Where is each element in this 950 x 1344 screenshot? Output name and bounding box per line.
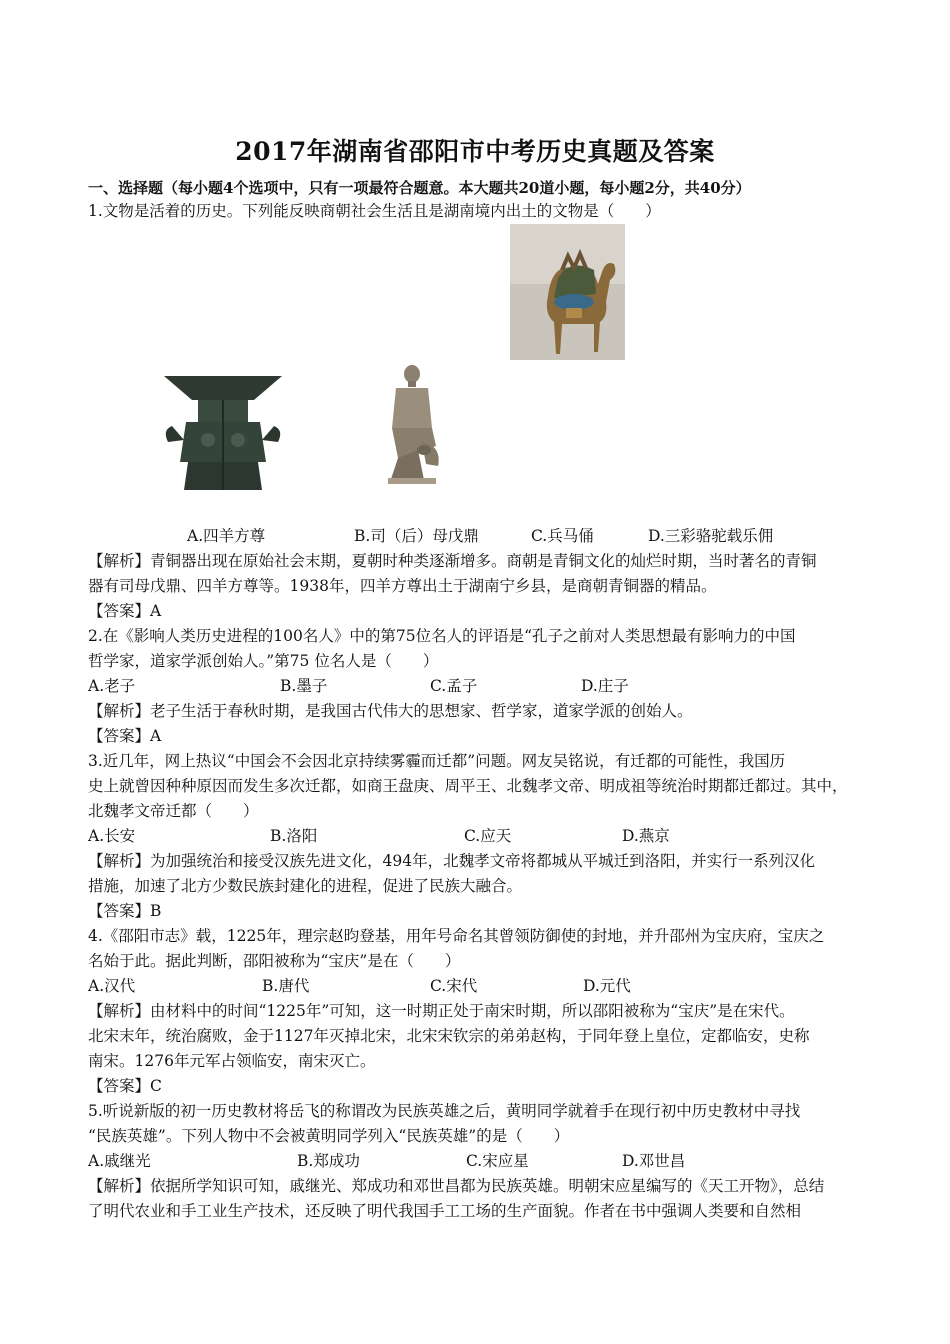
q4-stem-line-1: 4.《邵阳市志》载，1225年，理宗赵昀登基，用年号命名其曾领防御使的封地，并升邵州为宝庆府，宝庆之	[88, 927, 825, 945]
q4-answer: 【答案】C	[88, 1077, 162, 1095]
q5-option-a: A.戚继光	[88, 1152, 151, 1170]
q2-analysis-line-1: 【解析】老子生活于春秋时期，是我国古代伟大的思想家、哲学家，道家学派的创始人。	[88, 702, 693, 720]
q3-option-b: B.洛阳	[270, 827, 318, 845]
q3-answer: 【答案】B	[88, 902, 162, 920]
camel-figurine-image	[510, 224, 625, 360]
four-ram-square-zun-image	[158, 370, 288, 495]
q3-analysis-line-2: 措施，加速了北方少数民族封建化的进程，促进了民族大融合。	[88, 877, 523, 895]
q3-option-a: A.长安	[88, 827, 136, 845]
q2-option-c: C.孟子	[430, 677, 478, 695]
q4-option-b: B.唐代	[262, 977, 310, 995]
q4-analysis-line-3: 南宋。1276年元军占领临安，南宋灭亡。	[88, 1052, 376, 1070]
q1-option-b: B.司（后）母戊鼎	[354, 527, 479, 545]
q1-analysis-line-2: 器有司母戊鼎、四羊方尊等。1938年，四羊方尊出土于湖南宁乡县，是商朝青铜器的精品。	[88, 577, 717, 595]
q5-stem-line-2: “民族英雄”。下列人物中不会被黄明同学列入“民族英雄”的是（ ）	[88, 1127, 570, 1145]
page-title: 2017年湖南省邵阳市中考历史真题及答案	[235, 137, 715, 166]
q1-answer: 【答案】A	[88, 602, 162, 620]
q3-option-c: C.应天	[464, 827, 512, 845]
q3-option-d: D.燕京	[622, 827, 670, 845]
q5-option-c: C.宋应星	[466, 1152, 529, 1170]
q4-analysis-line-1: 【解析】由材料中的时间“1225年”可知，这一时期正处于南宋时期，所以邵阳被称为“宝庆”是在宋代。	[88, 1002, 795, 1020]
q5-analysis-line-1: 【解析】依据所学知识可知，戚继光、郑成功和邓世昌都为民族英雄。明朝宋应星编写的《天工开物》，总结	[88, 1177, 825, 1195]
q1-analysis-line-1: 【解析】青铜器出现在原始社会末期，夏朝时种类逐渐增多。商朝是青铜文化的灿烂时期，当时著名的青铜	[88, 552, 817, 570]
q5-stem-line-1: 5.听说新版的初一历史教材将岳飞的称谓改为民族英雄之后，黄明同学就着手在现行初中历史教材中寻找	[88, 1102, 801, 1120]
q3-analysis-line-1: 【解析】为加强统治和接受汉族先进文化，494年，北魏孝文帝将都城从平城迁到洛阳，并实行一系列汉化	[88, 852, 816, 870]
q5-analysis-line-2: 了明代农业和手工业生产技术，还反映了明代我国手工工场的生产面貌。作者在书中强调人类要和自然相	[88, 1202, 802, 1220]
q3-stem-line-1: 3.近几年，网上热议“中国会不会因北京持续雾霾而迁都”问题。网友吴铭说，有迁都的可能性，我国历	[88, 752, 786, 770]
q1-stem: 1.文物是活着的历史。下列能反映商朝社会生活且是湖南境内出土的文物是（ ）	[88, 202, 661, 220]
section-heading: 一、选择题（每小题4个选项中，只有一项最符合题意。本大题共20道小题，每小题2分，共40分）	[88, 179, 751, 197]
q2-option-a: A.老子	[88, 677, 136, 695]
q1-option-c: C.兵马俑	[531, 527, 594, 545]
q4-stem-line-2: 名始于此。据此判断，邵阳被称为“宝庆”是在（ ）	[88, 952, 461, 970]
q4-option-c: C.宋代	[430, 977, 478, 995]
q1-option-d: D.三彩骆驼载乐佣	[648, 527, 774, 545]
q5-option-b: B.郑成功	[297, 1152, 360, 1170]
q1-option-a: A.四羊方尊	[187, 527, 266, 545]
q2-option-d: D.庄子	[581, 677, 629, 695]
q4-option-a: A.汉代	[88, 977, 136, 995]
q2-stem-line-2: 哲学家，道家学派创始人。”第75 位名人是（ ）	[88, 652, 439, 670]
q5-option-d: D.邓世昌	[622, 1152, 686, 1170]
q2-option-b: B.墨子	[280, 677, 328, 695]
q3-stem-line-3: 北魏孝文帝迁都（ ）	[88, 802, 259, 820]
terracotta-warrior-image	[378, 362, 448, 487]
q4-analysis-line-2: 北宋末年，统治腐败，金于1127年灭掉北宋，北宋宋钦宗的弟弟赵构，于同年登上皇位，定都临安，史称	[88, 1027, 810, 1045]
q2-answer: 【答案】A	[88, 727, 162, 745]
q2-stem-line-1: 2.在《影响人类历史进程的100名人》中的第75位名人的评语是“孔子之前对人类思想最有影响力的中国	[88, 627, 796, 645]
q3-stem-line-2: 史上就曾因种种原因而发生多次迁都，如商王盘庚、周平王、北魏孝文帝、明成祖等统治时期都迁都过。其中，	[88, 777, 848, 795]
q4-option-d: D.元代	[583, 977, 631, 995]
